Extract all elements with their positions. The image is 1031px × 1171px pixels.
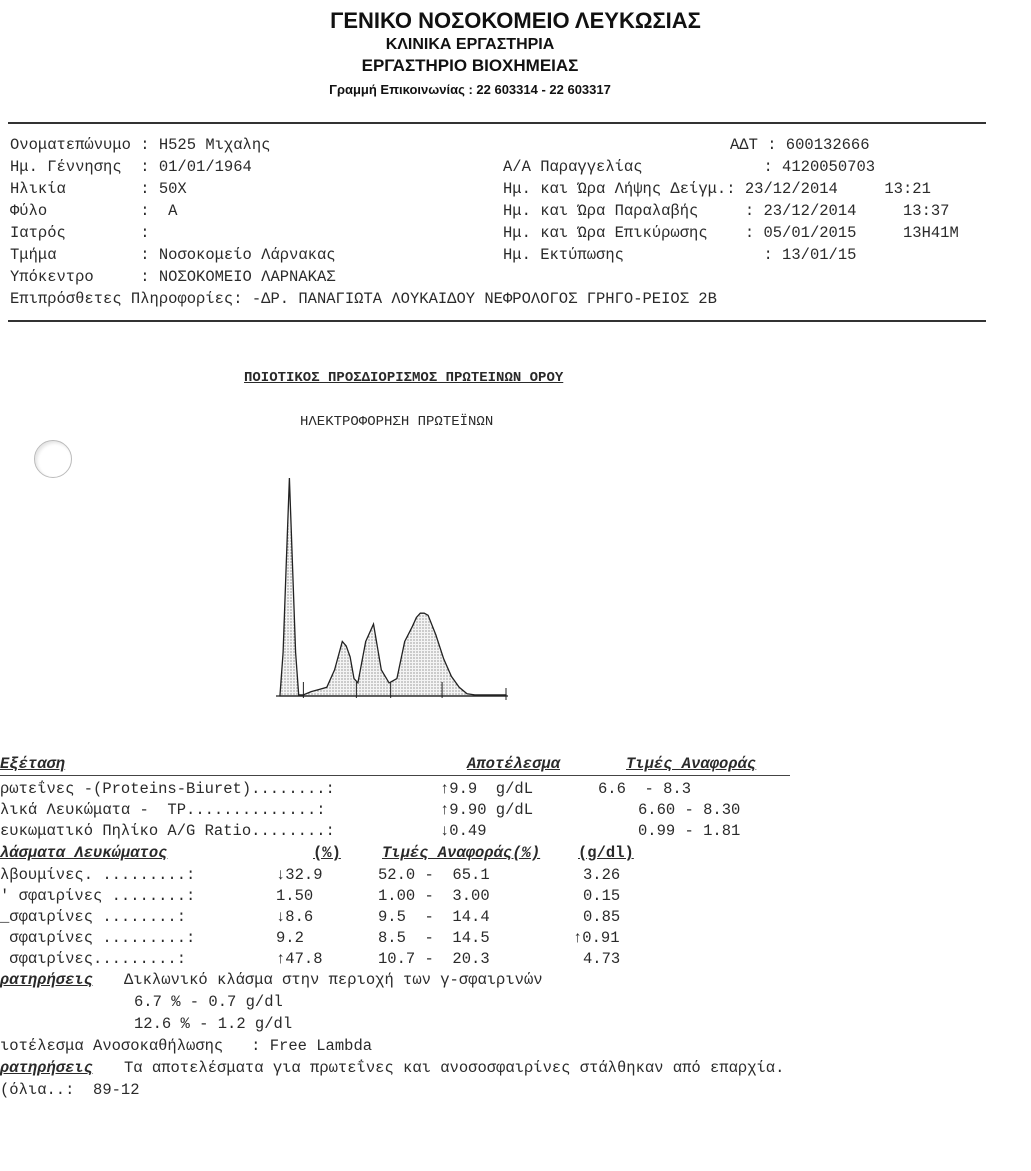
fraction-alpha1-ref: 1.00 - 3.00 [378,887,490,905]
fraction-beta-percent: 9.2 [276,929,304,947]
remarks-line-3: 12.6 % - 1.2 g/dl [134,1015,293,1033]
table-header-rule [0,775,790,776]
fraction-albumin-name: λβουμίνες. .........: [0,866,196,884]
fraction-header-gdl: (g/dl) [578,844,634,862]
fraction-gamma-ref: 10.7 - 20.3 [378,950,490,968]
sheet-number: (όλια..: 89-12 [0,1081,140,1099]
patient-department: Τμήμα : Νοσοκομείο Λάρνακας [10,246,336,264]
fraction-alpha1-gdl: 0.15 [583,887,621,905]
order-number: Α/Α Παραγγελίας : 4120050703 [503,158,876,176]
fraction-header-ref: Τιμές Αναφοράς(%) [382,844,541,862]
reference-header: Τιμές Αναφοράς [626,755,757,773]
row-tp-range: 6.60 - 8.30 [638,801,741,819]
fraction-albumin-percent: ↓32.9 [276,866,323,884]
patient-subcenter: Υπόκεντρο : ΝΟΣΟΚΟΜΕΙΟ ΛΑΡΝΑΚΑΣ [10,268,336,286]
punch-hole [34,440,72,478]
immunofixation-result: ιοτέλεσμα Ανοσοκαθήλωσης : Free Lambda [0,1037,373,1055]
remarks-label: ρατηρήσεις [0,971,94,989]
row-proteins-range: 6.6 - 8.3 [598,780,692,798]
fraction-gamma-gdl: 4.73 [583,950,621,968]
patient-doctor: Ιατρός : [10,224,150,242]
fraction-header-name: λάσματα Λευκώματος [0,844,168,862]
print-date: Ημ. Εκτύπωσης : 13/01/15 [503,246,857,264]
fraction-header-percent: (%) [313,844,341,862]
remarks-2-text: Τα αποτελέσματα για πρωτεΐνες και ανοσοσφαιρίνες στάλθηκαν από επαρχία. [124,1059,785,1077]
row-ag-name: ευκωματικό Πηλίκο A/G Ratio........: [0,822,335,840]
remarks-2-label: ρατηρήσεις [0,1059,94,1077]
row-ag-value: ↓0.49 [440,822,487,840]
order-adt: ΑΔΤ : 600132666 [730,136,870,154]
fraction-alpha2-gdl: 0.85 [583,908,621,926]
patient-name: Ονοματεπώνυμο : H525 Μιχαλης [10,136,271,154]
remarks-text: Δικλωνικό κλάσμα στην περιοχή των γ-σφαιρινών [124,971,543,989]
fraction-alpha1-name: ' σφαιρίνες ........: [0,887,196,905]
fraction-albumin-gdl: 3.26 [583,866,621,884]
electrophoresis-curve [280,478,506,696]
fraction-beta-name: σφαιρίνες .........: [0,929,196,947]
validation-time: Ημ. και Ώρα Επικύρωσης : 05/01/2015 13H41M [503,224,959,242]
electrophoresis-chart [260,468,520,708]
row-ag-range: 0.99 - 1.81 [638,822,741,840]
header-divider [8,122,986,124]
result-header: Αποτέλεσμα [467,755,561,773]
fraction-alpha2-name: _σφαιρίνες ........: [0,908,187,926]
hospital-title: ΓΕΝΙΚΟ ΝΟΣΟΚΟΜΕΙΟ ΛΕΥΚΩΣΙΑΣ [330,8,701,33]
fraction-alpha2-ref: 9.5 - 14.4 [378,908,490,926]
sample-time: Ημ. και Ώρα Λήψης Δείγμ.: 23/12/2014 13:21 [503,180,931,198]
fraction-gamma-percent: ↑47.8 [276,950,323,968]
phone-line: Γραμμή Επικοινωνίας : 22 603314 - 22 603317 [329,82,611,97]
fraction-alpha2-percent: ↓8.6 [276,908,314,926]
fraction-gamma-name: σφαιρίνες.........: [0,950,187,968]
receipt-time: Ημ. και Ώρα Παραλαβής : 23/12/2014 13:37 [503,202,950,220]
patient-age: Ηλικία : 50X [10,180,187,198]
exam-header: Εξέταση [0,755,66,773]
fraction-beta-gdl: ↑0.91 [573,929,620,947]
patient-additional-info: Επιπρόσθετες Πληροφορίες: -ΔΡ. ΠΑΝΑΓΙΩΤΑ ΛΟΥΚΑΙΔΟΥ ΝΕΦΡΟΛΟΓΟΣ ΓΡΗΓΟ-ΡΕΙΟΣ 2Β [10,290,717,308]
row-tp-value: ↑9.90 g/dL [440,801,534,819]
lab-title: ΕΡΓΑΣΤΗΡΙΟ ΒΙΟΧΗΜΕΙΑΣ [361,56,579,75]
row-tp-name: λικά Λευκώματα - TP..............: [0,801,326,819]
remarks-line-2: 6.7 % - 0.7 g/dl [134,993,283,1011]
report-subtitle: ΗΛΕΚΤΡΟΦΟΡΗΣΗ ΠΡΩΤΕΪΝΩΝ [300,414,494,430]
fraction-alpha1-percent: 1.50 [276,887,314,905]
patient-dob: Ημ. Γέννησης : 01/01/1964 [10,158,252,176]
row-proteins-name: ρωτεΐνες -(Proteins-Biuret)........: [0,780,335,798]
fraction-beta-ref: 8.5 - 14.5 [378,929,490,947]
row-proteins-value: ↑9.9 g/dL [440,780,534,798]
patient-sex: Φύλο : A [10,202,178,220]
report-title: ΠΟΙΟΤΙΚΟΣ ΠΡΟΣΔΙΟΡΙΣΜΟΣ ΠΡΩΤΕΙΝΩΝ ΟΡΟΥ [244,370,564,386]
fraction-albumin-ref: 52.0 - 65.1 [378,866,490,884]
info-divider [8,320,986,322]
clinic-title: ΚΛΙΝΙΚΑ ΕΡΓΑΣΤΗΡΙΑ [385,36,555,53]
